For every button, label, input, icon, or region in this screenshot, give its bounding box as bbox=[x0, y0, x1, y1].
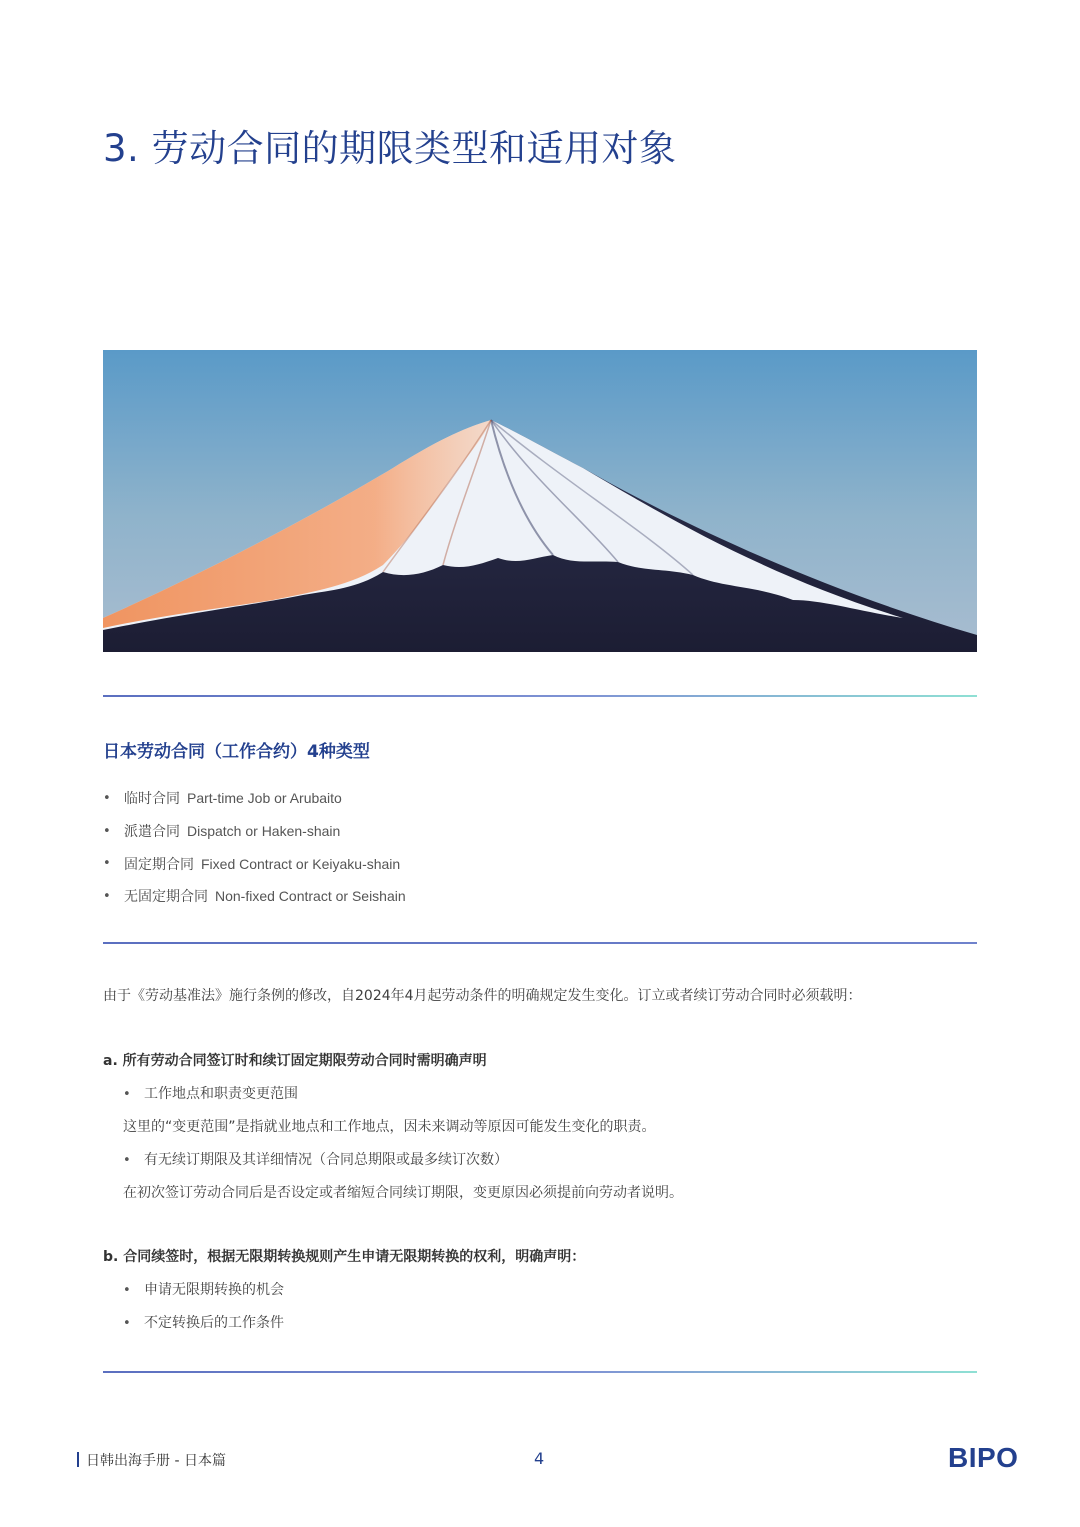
bullet-icon: • bbox=[123, 1283, 131, 1298]
contract-types-heading: 日本劳动合同（工作合约）4种类型 bbox=[103, 742, 370, 762]
contract-type-cn: 固定期合同 bbox=[124, 856, 194, 873]
page-title: 3. 劳动合同的期限类型和适用对象 bbox=[103, 127, 677, 170]
bullet-icon: • bbox=[103, 888, 111, 904]
section-a-heading: a. 所有劳动合同签订时和续订固定期限劳动合同时需明确声明 bbox=[103, 1053, 487, 1069]
bullet-icon: • bbox=[103, 856, 111, 872]
bullet-icon: • bbox=[103, 790, 111, 806]
contract-type-en: Part-time Job or Arubaito bbox=[187, 790, 342, 807]
footer-accent-bar bbox=[77, 1452, 79, 1467]
list-item bbox=[103, 815, 406, 848]
bullet-icon: • bbox=[123, 1087, 131, 1102]
section-b-heading: b. 合同续签时，根据无限期转换规则产生申请无限期转换的权利，明确声明： bbox=[103, 1249, 586, 1265]
section-a-note: 这里的“变更范围”是指就业地点和工作地点，因未来调动等原因可能发生变化的职责。 bbox=[123, 1119, 656, 1135]
list-item bbox=[103, 880, 406, 913]
bullet-text: 工作地点和职责变更范围 bbox=[144, 1086, 298, 1102]
mount-fuji-photo bbox=[103, 350, 977, 652]
section-a-bullet bbox=[123, 1083, 298, 1103]
bullet-text: 申请无限期转换的机会 bbox=[144, 1282, 284, 1298]
divider bbox=[103, 1371, 977, 1373]
contract-type-cn: 临时合同 bbox=[124, 791, 180, 808]
section-b-bullet bbox=[123, 1312, 284, 1332]
bullet-icon: • bbox=[123, 1316, 131, 1331]
bipo-logo: BIPO bbox=[948, 1442, 1019, 1473]
contract-types-list bbox=[103, 782, 406, 913]
divider bbox=[103, 942, 977, 944]
page-number: 4 bbox=[534, 1449, 545, 1468]
contract-type-en: Dispatch or Haken-shain bbox=[187, 823, 341, 840]
bullet-text: 有无续订期限及其详细情况（合同总期限或最多续订次数） bbox=[144, 1152, 508, 1168]
contract-type-en: Non-fixed Contract or Seishain bbox=[215, 888, 406, 905]
bullet-icon: • bbox=[103, 823, 111, 839]
bullet-text: 不定转换后的工作条件 bbox=[144, 1315, 284, 1331]
divider bbox=[103, 695, 977, 697]
section-a-note: 在初次签订劳动合同后是否设定或者缩短合同续订期限，变更原因必须提前向劳动者说明。 bbox=[123, 1185, 683, 1201]
list-item bbox=[103, 847, 406, 880]
section-b-bullet bbox=[123, 1279, 284, 1299]
section-a-bullet bbox=[123, 1149, 508, 1169]
contract-type-cn: 无固定期合同 bbox=[124, 889, 208, 906]
list-item bbox=[103, 782, 406, 815]
footer-doc-title: 日韩出海手册 - 日本篇 bbox=[86, 1453, 226, 1469]
contract-type-cn: 派遣合同 bbox=[124, 824, 180, 841]
intro-paragraph: 由于《劳动基准法》施行条例的修改，自2024年4月起劳动条件的明确规定发生变化。订立或者续订劳动合同时必须载明： bbox=[103, 988, 862, 1004]
bullet-icon: • bbox=[123, 1153, 131, 1168]
contract-type-en: Fixed Contract or Keiyaku-shain bbox=[201, 855, 401, 872]
